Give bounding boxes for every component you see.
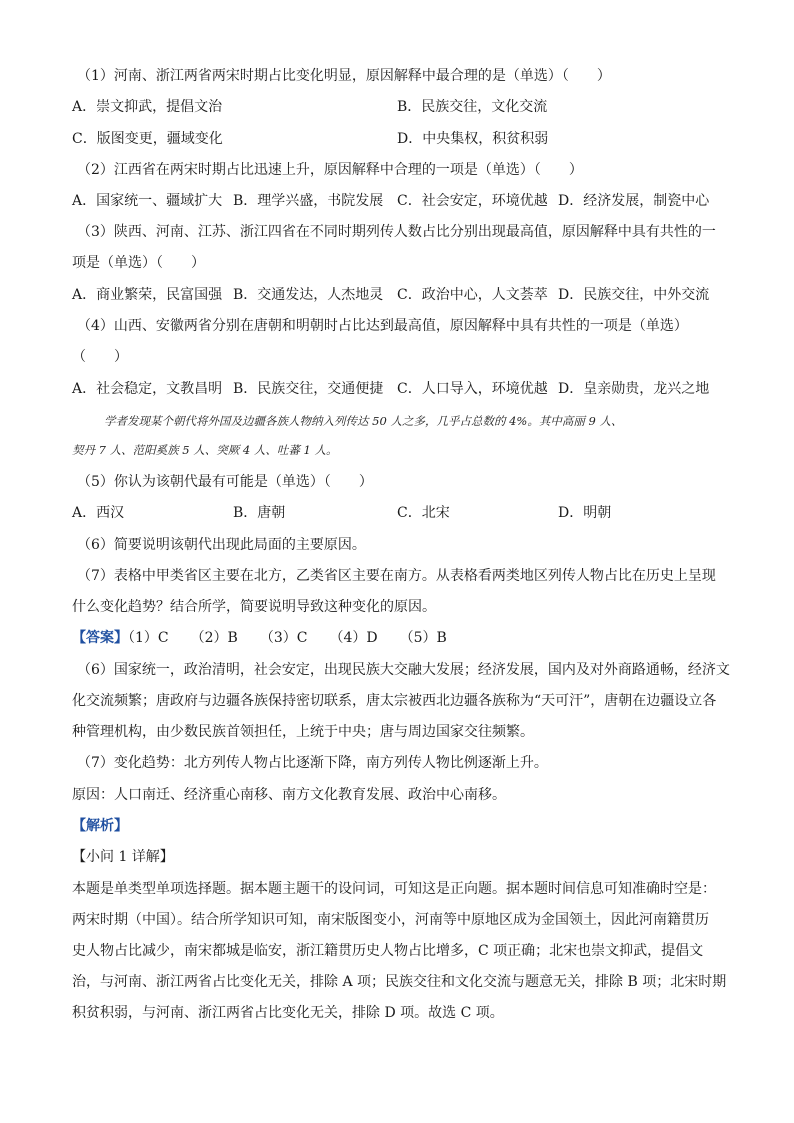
q3-option-b: B．交通发达，人杰地灵 <box>233 287 384 303</box>
answer-4: （4）D <box>329 630 378 646</box>
answer-6-line3: 种管理机构，由少数民族首领担任，上统于中央；唐与周边国家交往频繁。 <box>72 724 534 740</box>
q2-option-a: A．国家统一、疆域扩大 <box>72 193 223 209</box>
analysis-label: 【解析】 <box>72 818 128 834</box>
question-4-stem-line1: （4）山西、安徽两省分别在唐朝和明朝时占比达到最高值，原因解释中具有共性的一项是（单选） <box>77 318 688 334</box>
q4-option-a: A．社会稳定，文教昌明 <box>72 381 223 397</box>
question-2-stem: （2）江西省在两宋时期占比迅速上升，原因解释中合理的一项是（单选）（ ） <box>77 162 583 178</box>
answer-1: （1）C <box>128 630 169 646</box>
q5-option-b: B．唐朝 <box>233 505 286 521</box>
q3-option-c: C．政治中心，人文荟萃 <box>397 287 548 303</box>
q2-option-c: C．社会安定，环境优越 <box>397 193 548 209</box>
question-3-stem-line2: 项是（单选）（ ） <box>72 255 205 271</box>
q3-option-a: A．商业繁荣，民富国强 <box>72 287 223 303</box>
answer-6-line1: （6）国家统一，政治清明，社会安定，出现民族大交融大发展；经济发展，国内及对外商路通畅，经济文 <box>77 662 730 678</box>
answer-6-line2: 化交流频繁；唐政府与边疆各族保持密切联系，唐太宗被西北边疆各族称为“天可汗”，唐朝在边疆设立各 <box>72 693 717 709</box>
analysis-para-line3: 史人物占比减少，南宋都城是临安，浙江籍贯历史人物占比增多，C 项正确；北宋也崇文抑武，提倡文 <box>72 943 704 959</box>
q1-option-c: C．版图变更，疆域变化 <box>72 131 223 147</box>
question-1-stem: （1）河南、浙江两省两宋时期占比变化明显，原因解释中最合理的是（单选）（ ） <box>77 68 611 84</box>
answer-3: （3）C <box>259 630 308 646</box>
q3-option-d: D．民族交往，中外交流 <box>558 287 710 303</box>
answer-label: 【答案】 <box>72 630 128 646</box>
question-7-stem-line1: （7）表格中甲类省区主要在北方，乙类省区主要在南方。从表格看两类地区列传人物占比在历史上呈现 <box>77 568 716 584</box>
answer-7-line2: 原因：人口南迁、经济重心南移、南方文化教育发展、政治中心南移。 <box>72 787 506 803</box>
q5-option-a: A．西汉 <box>72 505 125 521</box>
q4-option-b: B．民族交往，交通便捷 <box>233 381 384 397</box>
answer-row <box>72 628 722 648</box>
question-3-stem-line1: （3）陕西、河南、江苏、浙江四省在不同时期列传人数占比分别出现最高值，原因解释中具有共性的一 <box>77 224 716 240</box>
q1-option-d: D．中央集权，积贫积弱 <box>397 131 549 147</box>
question-4-stem-line2: （ ） <box>72 349 128 365</box>
analysis-sub1: 【小问 1 详解】 <box>72 849 174 865</box>
q5-option-c: C．北宋 <box>397 505 450 521</box>
q5-option-d: D．明朝 <box>558 505 612 521</box>
q2-option-d: D．经济发展，制瓷中心 <box>558 193 710 209</box>
analysis-para-line1: 本题是单类型单项选择题。据本题主题干的设问词，可知这是正向题。据本题时间信息可知准确时空是： <box>72 881 716 897</box>
question-6-stem: （6）简要说明该朝代出现此局面的主要原因。 <box>77 537 366 553</box>
q1-option-a: A．崇文抑武，提倡文治 <box>72 99 223 115</box>
material-line2: 契丹 7 人、范阳奚族 5 人、突厥 4 人、吐蕃 1 人。 <box>72 443 338 457</box>
question-7-stem-line2: 什么变化趋势？结合所学，简要说明导致这种变化的原因。 <box>72 599 436 615</box>
q2-option-b: B．理学兴盛，书院发展 <box>233 193 384 209</box>
answer-2: （2）B <box>190 630 238 646</box>
analysis-para-line5: 积贫积弱，与河南、浙江两省占比变化无关，排除 D 项。故选 C 项。 <box>72 1005 504 1021</box>
answer-7-line1: （7）变化趋势：北方列传人物占比逐渐下降，南方列传人物比例逐渐上升。 <box>77 755 548 771</box>
q4-option-c: C．人口导入，环境优越 <box>397 381 548 397</box>
q1-option-b: B．民族交往，文化交流 <box>397 99 548 115</box>
material-line1: 学者发现某个朝代将外国及边疆各族人物纳入列传达 50 人之多，几乎占总数的 4%。其中高丽 9 人、 <box>104 414 623 428</box>
answer-5: （5）B <box>399 630 447 646</box>
q4-option-d: D．皇亲勋贵，龙兴之地 <box>558 381 710 397</box>
analysis-para-line2: 两宋时期（中国）。结合所学知识可知，南宋版图变小，河南等中原地区成为金国领土，因此河南籍贯历 <box>72 912 709 928</box>
question-5-stem: （5）你认为该朝代最有可能是（单选）（ ） <box>77 474 373 490</box>
analysis-para-line4: 治，与河南、浙江两省占比变化无关，排除 A 项；民族交往和文化交流与题意无关，排除 B 项；北宋时期 <box>72 974 727 990</box>
